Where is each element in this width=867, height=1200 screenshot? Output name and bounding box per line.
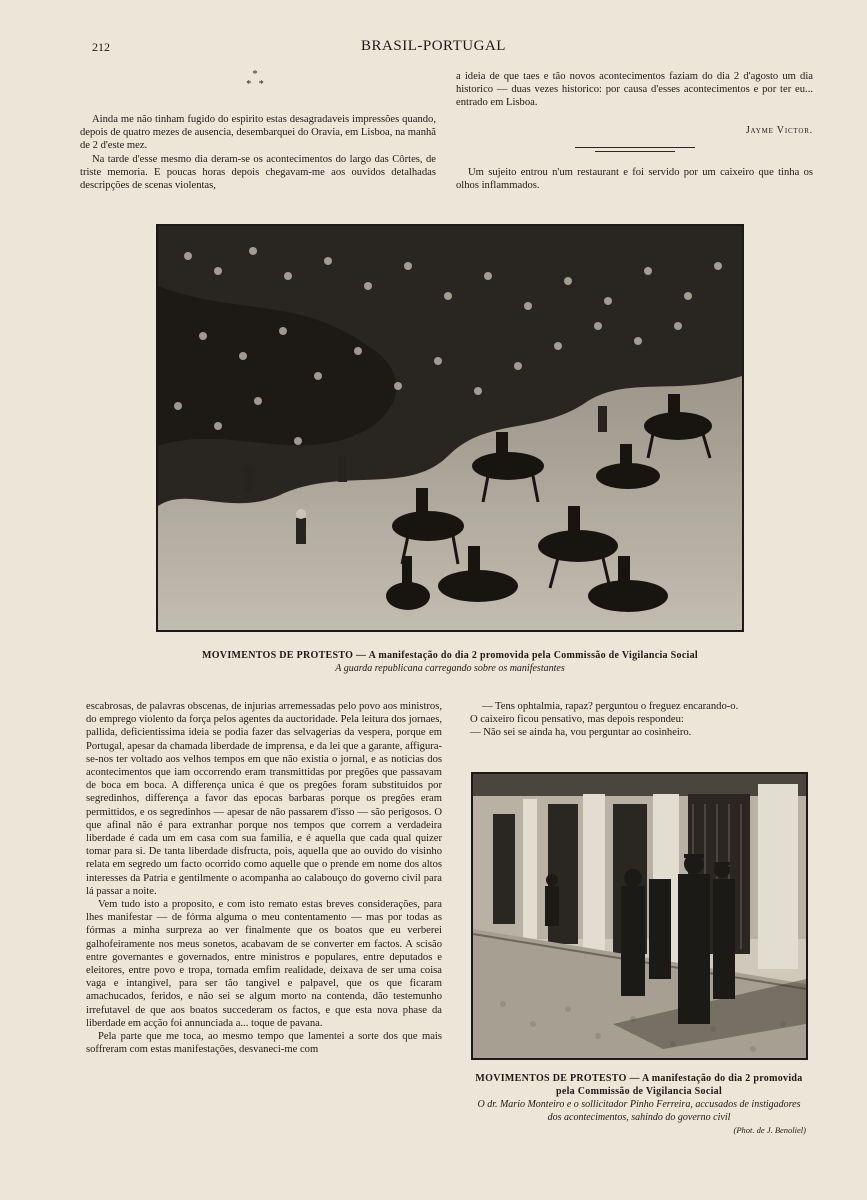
bottom-left-column — [86, 700, 442, 1056]
photo2-caption — [472, 1072, 806, 1137]
photo1-caption — [120, 649, 780, 675]
photo-accused-leaving — [471, 772, 808, 1060]
caption-title: MOVIMENTOS DE PROTESTO — A manifestação do dia 2 promovida pela Commissão de Vigilancia Social — [201, 650, 699, 661]
dialogue-line: O caixeiro ficou pensativo, mas depois respondeu: — [470, 714, 684, 726]
section-asterism — [225, 70, 285, 90]
photo-credit: (Phot. de J. Benoliel) — [733, 1125, 806, 1135]
dialogue-line: — Tens ophtalmia, rapaz? perguntou o freguez encarando-o. — [482, 701, 739, 712]
paragraph: escabrosas, de palavras obscenas, de injurias arremessadas pelo povo aos ministros, do emprego violento da força pelos agentes da auctoridade. Pela leitura dos jornaes, pallida, deficientissima ideia se podia fazer das selvagerias da vespera, porque em Portugal, apesar da chamada liberdade de imprensa, e da lei que a garante, affigura-se-nos ter voltado aos velhos tempos em que não existia o jornal, e as noticias dos acontecimentos que iam occorrendo eram transmittidas por pregões que passavam de boca em boca. A differença unica é que os pregões foram substituidos por segredinhos, differença a favor das epocas barbaras porque os pregões eram permittidos, e os segredinhos — apesar de não passarem d'isso — são perigosos. O que afinal não é para extranhar porque nos tempos que correm a verdadeira liberdade é cada um em casa com sua familia, e é aquella que cada qual quizer tomar para si. De tanta liberdade disfructa, pois, aquella que ao ouvido do visinho relata em segredo um facto ocorrido como aquelle que o prende em nome dos altos interesses da Patria e gentilmente o acompanha ao calabouço do governo civil para lá passar a noite. — [86, 701, 442, 897]
author-signature: Jayme Victor. — [745, 124, 813, 136]
asterism-bottom: * * — [246, 79, 264, 90]
section-divider — [575, 147, 695, 152]
page-header — [0, 38, 867, 58]
caption-title: MOVIMENTOS DE PROTESTO — A manifestação do dia 2 promovida pela Commissão de Vigilancia Social — [475, 1073, 803, 1097]
journal-title: BRASIL-PORTUGAL — [361, 38, 506, 54]
caption-subtitle: A guarda republicana carregando sobre os manifestantes — [335, 663, 565, 674]
paragraph: a ideia de que taes e tão novos acontecimentos faziam do dia 2 d'agosto um dia historico — duas vezes historico: por causa d'esses acontecimentos e por ter eu... entrado em Lisboa. — [456, 71, 813, 109]
photo-illustration — [473, 774, 806, 1058]
anecdote-paragraph: Um sujeito entrou n'um restaurant e foi servido por um caixeiro que tinha os olhos inflammados. — [456, 166, 813, 192]
paragraph: Ainda me não tinham fugido do espirito estas desagradaveis impressões quando, depois de quatro mezes de ausencia, desembarquei do Oravia, em Lisboa, na manhã de 2 d'este mez. — [80, 114, 436, 152]
photo-illustration — [158, 226, 742, 630]
caption-subtitle: O dr. Mario Monteiro e o sollicitador Pinho Ferreira, accusados de instigadores dos acontecimentos, sahindo do governo civil — [477, 1099, 801, 1123]
divider-line — [595, 151, 675, 152]
paragraph: Pela parte que me toca, ao mesmo tempo que lamentei a sorte dos que mais soffreram com estas manifestações, desvaneci-me com — [86, 1031, 442, 1056]
paragraph: Vem tudo isto a proposito, e com isto remato estas breves considerações, para lhes manifestar — de fórma alguma o meu contentamento — mas por todas as fórmas a minha surpreza ao ver finalmente que os boatos que eu verberei galhofeiramente nos meus sonetos, acabavam de se converter em factos. A scisão entre governantes e governados, entre ministros e populares, entre deputados e eleitores, entre povo e tropa, tornada emfim realidade, deixava de ser uma coisa vaga e intangivel, para ser tão tangivel e palpavel, que os que ficaram amachucados, feridos, e não sei se algum morto na contenda, dão testemunho irrefutavel de que aos boatos succederam os factos, e que esta nova phase da liberdade em acção foi annunciada a... toque de pavana. — [86, 899, 442, 1029]
top-left-column — [80, 113, 436, 192]
bottom-right-column — [470, 700, 818, 740]
photo-cavalry-charge — [156, 224, 744, 632]
top-right-column — [456, 70, 813, 192]
asterism-top: * — [252, 69, 258, 80]
dialogue-line: — Não sei se ainda ha, vou perguntar ao cosinheiro. — [470, 727, 692, 739]
page-number: 212 — [92, 40, 110, 54]
divider-line — [575, 147, 695, 148]
paragraph: Na tarde d'esse mesmo dia deram-se os acontecimentos do largo das Côrtes, de triste memoria. E poucas horas depois chegavam-me aos ouvidos detalhadas descripções de scenas violentas, — [80, 153, 436, 192]
